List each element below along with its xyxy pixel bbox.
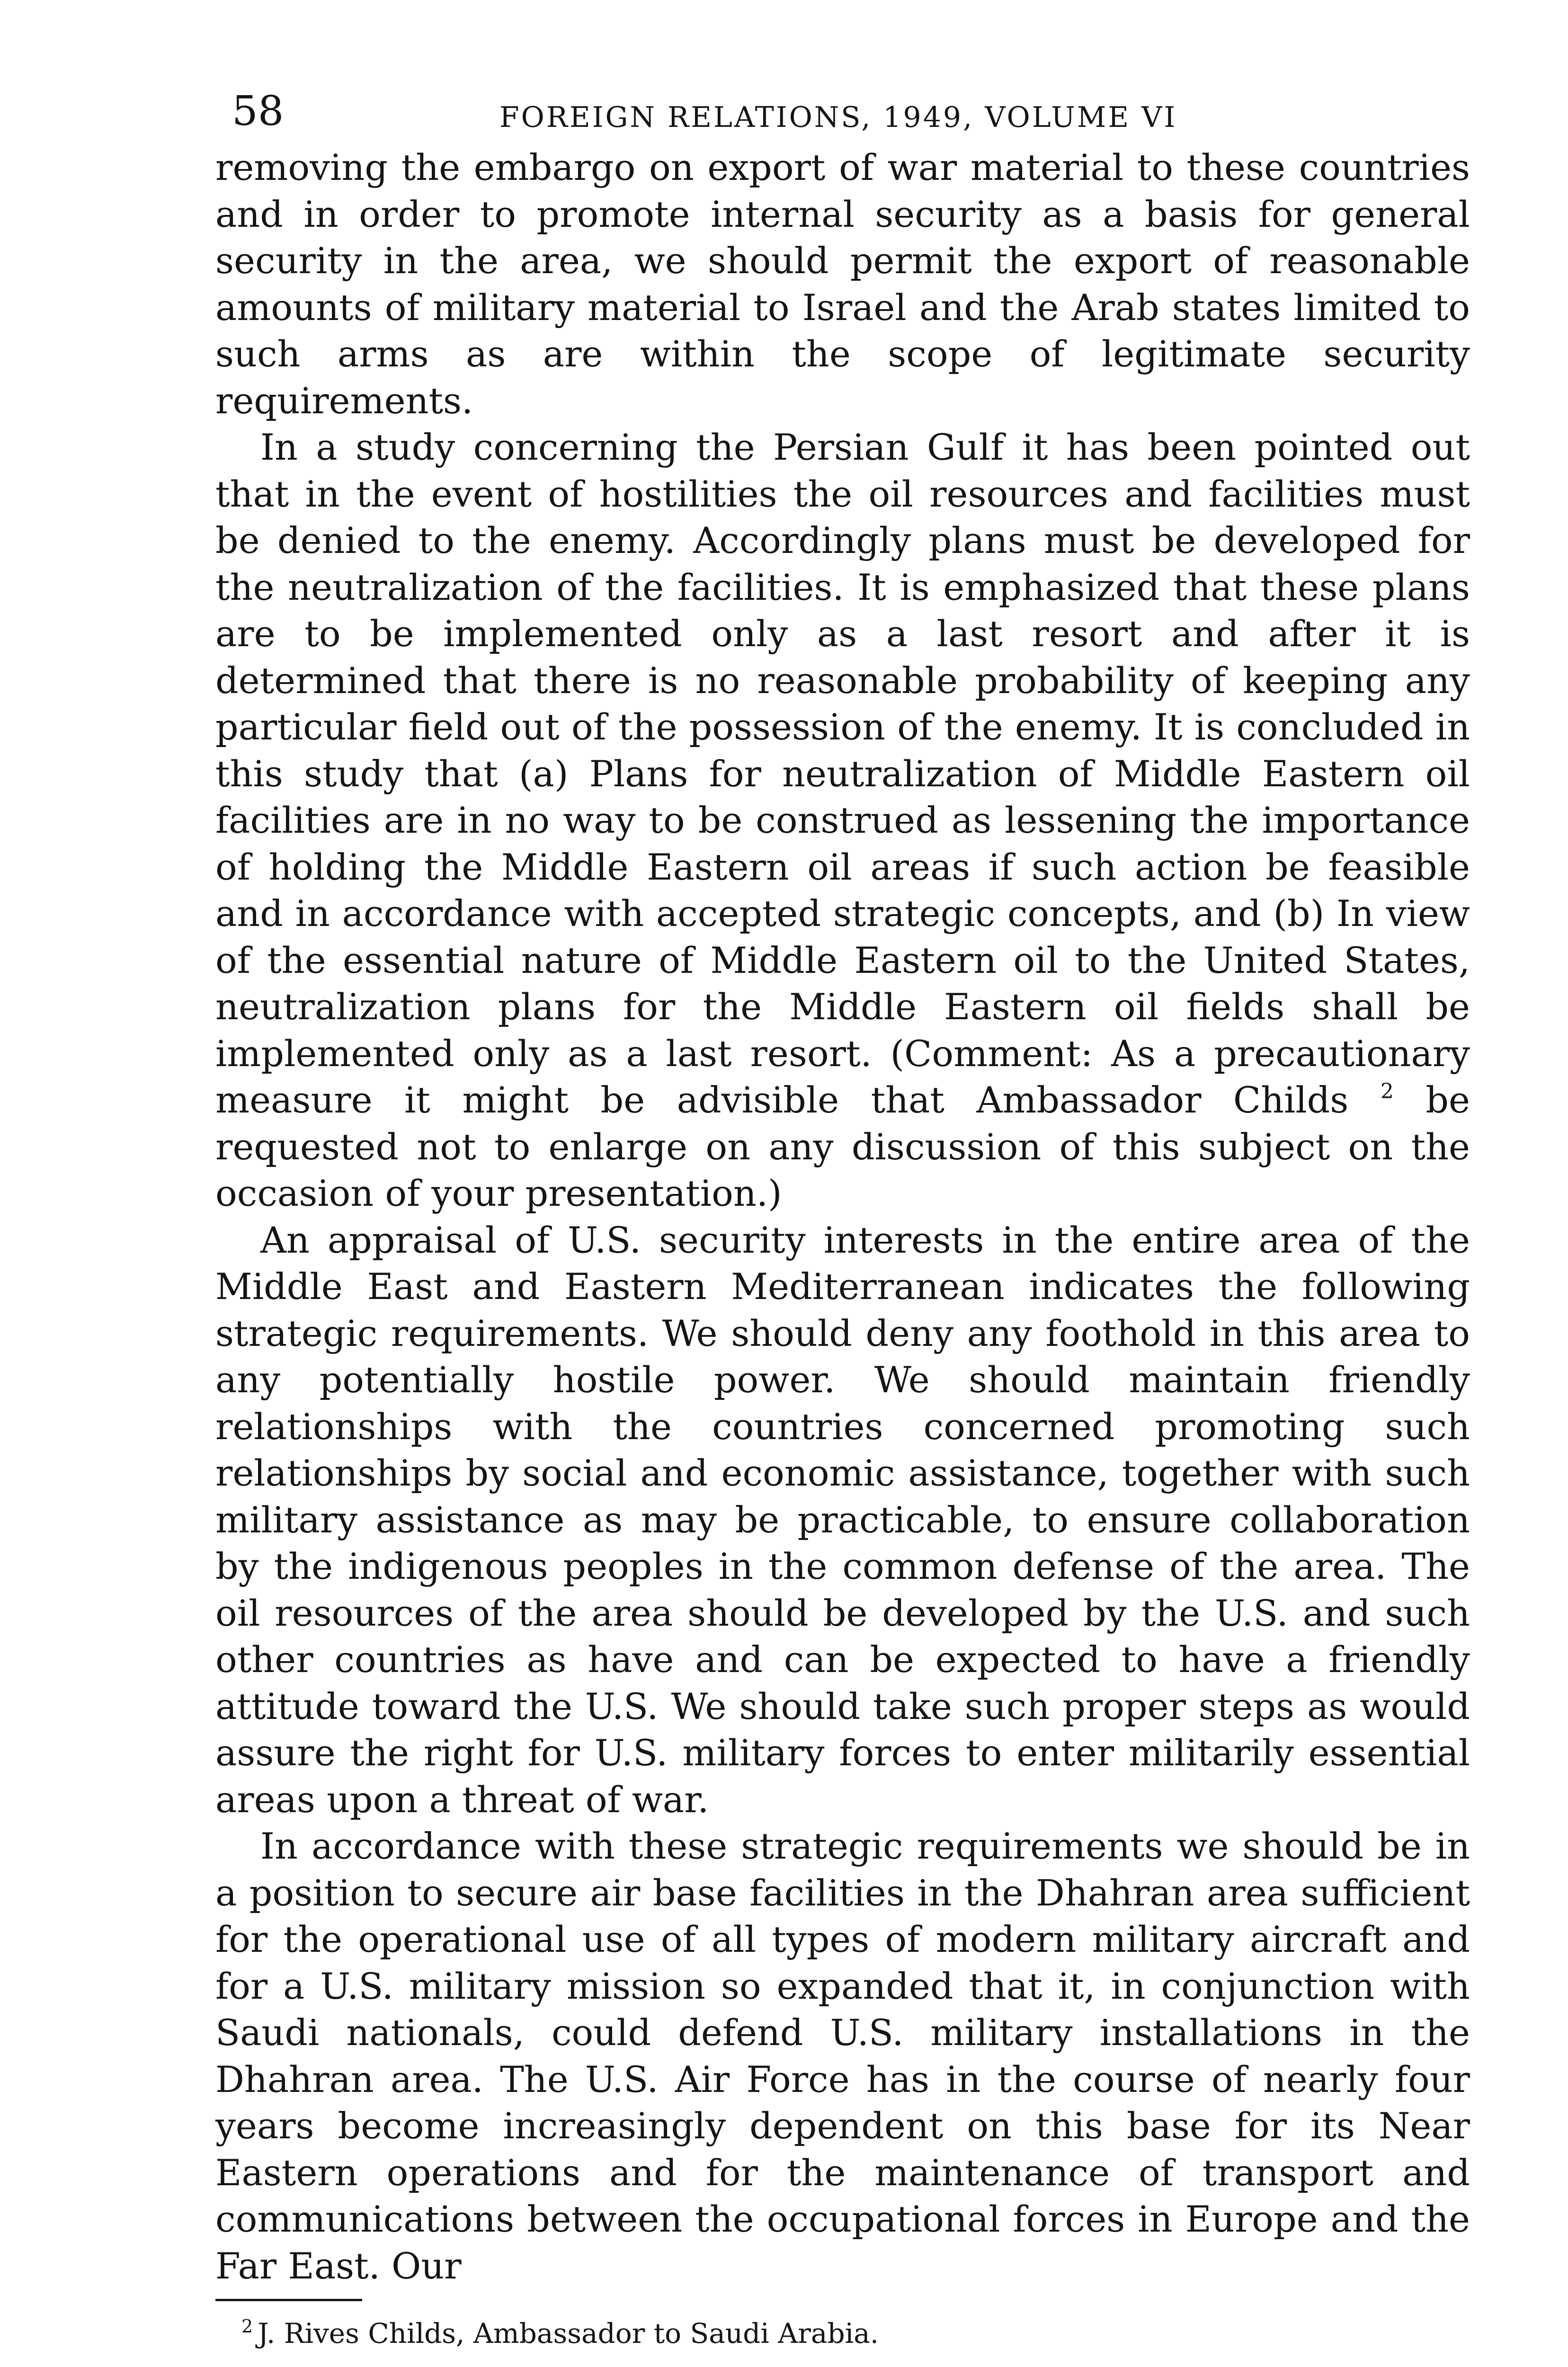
paragraph-1-text: removing the embargo on export of war material to these countries and in order to promote internal security as a basis for general security in the area, we should permit the export of reasonable amounts of military material to Israel and the Arab states limited to such arms as are within the scope of legitimate security requirements. (215, 146, 1470, 422)
paragraph-1 (215, 144, 1470, 424)
running-title: FOREIGN RELATIONS, 1949, VOLUME VI (499, 101, 1177, 134)
document-page (215, 88, 1470, 2352)
running-head (215, 88, 1470, 144)
paragraph-2-text-after: be requested not to enlarge on any discussion of this subject on the occasion of your presentation.) (215, 1079, 1470, 1214)
footnote-mark: 2 (241, 2316, 253, 2337)
paragraph-3-text: An appraisal of U.S. security interests in the entire area of the Middle East and Eastern Mediterranean indicates the following strategic requirements. We should deny any foothold in this area to any potentially hostile power. We should maintain friendly relationships with the countries concerned promoting such relationships by social and economic assistance, together with such military assistance as may be practicable, to ensure collaboration by the indigenous peoples in the common defense of the area. The oil resources of the area should be developed by the U.S. and such other countries as have and can be expected to have a friendly attitude toward the U.S. We should take such proper steps as would assure the right for U.S. military forces to enter militarily essential areas upon a threat of war. (215, 1219, 1470, 1821)
paragraph-3 (215, 1217, 1470, 1824)
paragraph-4-text: In accordance with these strategic requirements we should be in a position to secure air base facilities in the Dhahran area sufficient for the operational use of all types of modern military aircraft and for a U.S. military mission so expanded that it, in conjunction with Saudi nationals, could defend U.S. military installations in the Dhahran area. The U.S. Air Force has in the course of nearly four years become increasingly dependent on this base for its Near Eastern operations and for the maintenance of transport and communications between the occupational forces in Europe and the Far East. Our (215, 1825, 1470, 2287)
footnote-reference: 2 (1380, 1079, 1394, 1103)
footnote (241, 2314, 1470, 2352)
body-text (215, 144, 1470, 2289)
paragraph-2-text-before: In a study concerning the Persian Gulf it has been pointed out that in the event of hostilities the oil resources and facilities must be denied to the enemy. Accordingly plans must be developed for the neutralization of the facilities. It is emphasized that these plans are to be implemented only as a last resort and after it is determined that there is no reasonable probability of keeping any particular field out of the possession of the enemy. It is concluded in this study that (a) Plans for neutralization of Middle Eastern oil facilities are in no way to be construed as lessening the importance of holding the Middle Eastern oil areas if such action be feasible and in accordance with accepted strategic concepts, and (b) In view of the essential nature of Middle Eastern oil to the United States, neutralization plans for the Middle Eastern oil fields shall be implemented only as a last resort. (Comment: As a precautionary measure it might be advisible that Ambassador Childs (215, 426, 1470, 1121)
paragraph-4 (215, 1823, 1470, 2289)
footnote-divider (215, 2299, 362, 2301)
page-number: 58 (232, 88, 284, 135)
paragraph-2 (215, 424, 1470, 1217)
footnote-text: J. Rives Childs, Ambassador to Saudi Arabia. (258, 2317, 879, 2349)
